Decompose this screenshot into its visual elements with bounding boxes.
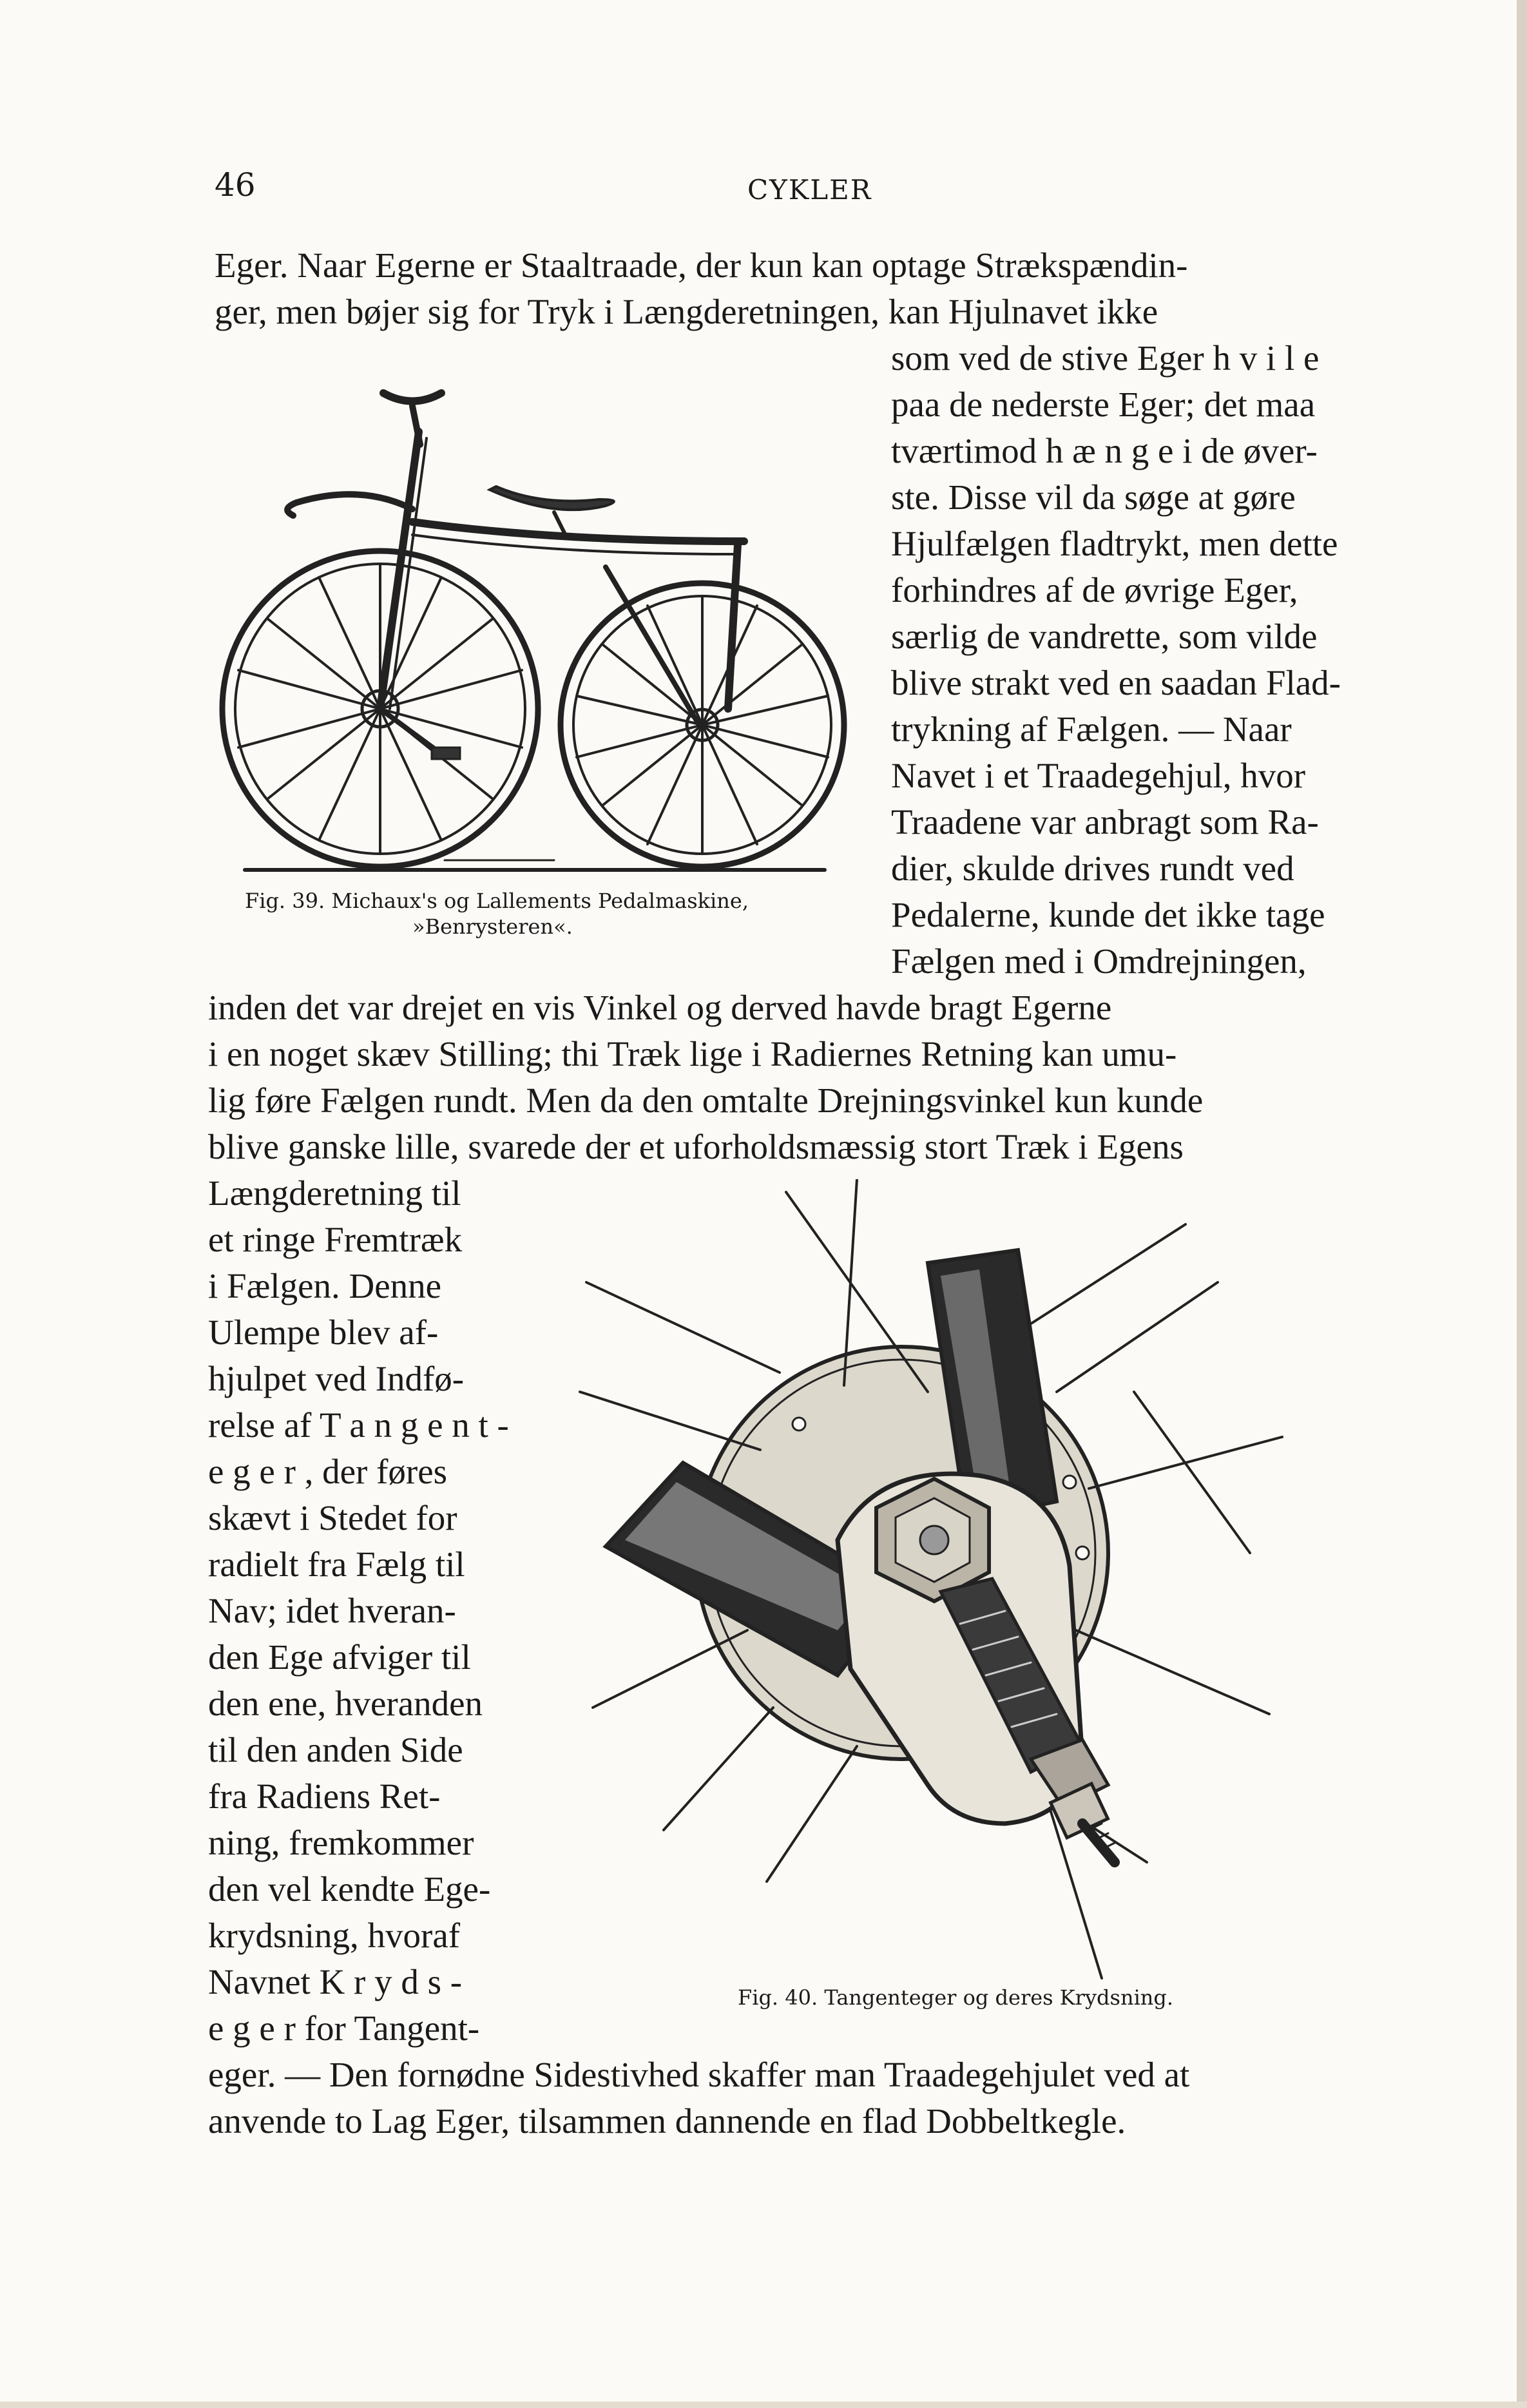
figure-39-caption: Fig. 39. Michaux's og Lallements Pedalmaskine, (245, 889, 749, 913)
text-line: hjulpet ved Indfø- (208, 1359, 465, 1398)
text-line: Navet i et Traadegehjul, hvor (891, 756, 1306, 795)
text-line: ste. Disse vil da søge at gøre (891, 477, 1296, 517)
text-line: i Fælgen. Denne (208, 1266, 442, 1305)
text-line: tværtimod h æ n g e i de øver- (891, 431, 1318, 470)
text-line: dier, skulde drives rundt ved (891, 849, 1294, 888)
text-line: paa de nederste Eger; det maa (891, 385, 1316, 424)
text-line: trykning af Fælgen. — Naar (891, 709, 1292, 749)
page-edge-bottom (0, 2402, 1527, 2408)
text-line: Ulempe blev af- (208, 1313, 439, 1352)
text-line: den Ege afviger til (208, 1637, 471, 1677)
text-line: Navnet K r y d s - (208, 1962, 463, 2001)
text-line: e g e r for Tangent- (208, 2008, 480, 2048)
text-line: et ringe Fremtræk (208, 1220, 463, 1259)
text-line: som ved de stive Eger h v i l e (891, 338, 1320, 378)
text-line: fra Radiens Ret- (208, 1777, 441, 1816)
page-number: 46 (215, 166, 256, 204)
text-line: til den anden Side (208, 1730, 463, 1769)
text-line: forhindres af de øvrige Eger, (891, 570, 1298, 610)
figure-40-caption: Fig. 40. Tangenteger og deres Krydsning. (738, 1985, 1174, 2010)
text-line: den ene, hveranden (208, 1684, 483, 1723)
text-line: den vel kendte Ege- (208, 1869, 491, 1909)
text-line: ger, men bøjer sig for Tryk i Længderetningen, kan Hjulnavet ikke (215, 292, 1158, 331)
text-line: Pedalerne, kunde det ikke tage (891, 895, 1325, 934)
text-line: Hjulfælgen fladtrykt, men dette (891, 524, 1338, 563)
text-line: blive ganske lille, svarede der et uforholdsmæssig stort Træk i Egens (208, 1127, 1184, 1166)
text-line: krydsning, hvoraf (208, 1916, 461, 1955)
tangent-spokes-hub-illustration (567, 1179, 1295, 1998)
velocipede-illustration (219, 374, 850, 883)
text-line: eger. — Den fornødne Sidestivhed skaffer man Traadegehjulet ved at (208, 2055, 1190, 2094)
text-line: anvende to Lag Eger, tilsammen dannende en flad Dobbeltkegle. (208, 2101, 1126, 2141)
text-line: Traadene var anbragt som Ra- (891, 802, 1319, 842)
text-line: radielt fra Fælg til (208, 1545, 465, 1584)
text-line: inden det var drejet en vis Vinkel og derved havde bragt Egerne (208, 988, 1112, 1027)
figure-39-caption-line2: »Benrysteren«. (412, 914, 573, 939)
text-line: særlig de vandrette, som vilde (891, 617, 1318, 656)
text-line: Længderetning til (208, 1173, 461, 1213)
text-line: blive strakt ved en saadan Flad- (891, 663, 1341, 702)
text-line: Eger. Naar Egerne er Staaltraade, der kun kan optage Strækspændin- (215, 246, 1188, 285)
text-line: Fælgen med i Omdrejningen, (891, 941, 1307, 981)
text-line: e g e r , der føres (208, 1452, 448, 1491)
text-line: ning, fremkommer (208, 1823, 474, 1862)
text-line: lig føre Fælgen rundt. Men da den omtalte Drejningsvinkel kun kunde (208, 1081, 1204, 1120)
text-line: Nav; idet hveran- (208, 1591, 456, 1630)
running-title: CYKLER (747, 174, 872, 206)
text-line: relse af T a n g e n t - (208, 1405, 509, 1445)
page-edge (1517, 0, 1527, 2408)
text-line: i en noget skæv Stilling; thi Træk lige i Radiernes Retning kan umu- (208, 1034, 1177, 1074)
text-line: skævt i Stedet for (208, 1498, 457, 1537)
